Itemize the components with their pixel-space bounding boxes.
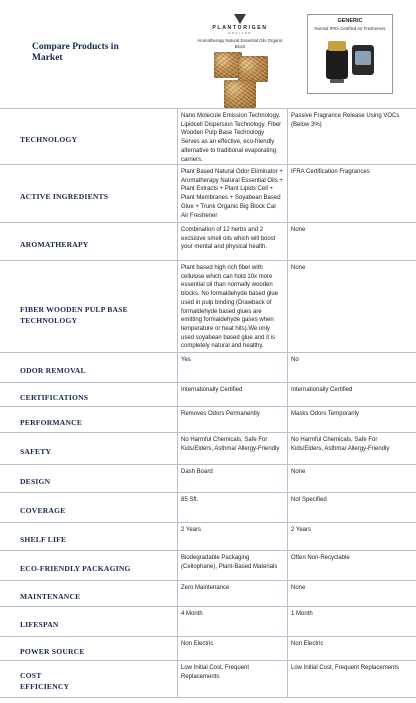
feature-label: ODOR REMOVAL <box>20 365 86 375</box>
plantorigen-value: Dash Board <box>181 469 213 475</box>
table-row <box>0 222 416 261</box>
plantorigen-value: Yes <box>181 357 191 363</box>
column-divider <box>177 581 178 607</box>
feature-label: AROMATHERAPY <box>20 239 89 249</box>
column-divider <box>177 523 178 551</box>
feature-label: COST EFFICIENCY <box>20 671 70 691</box>
table-row <box>0 108 416 165</box>
generic-value: Non Electric <box>291 641 324 647</box>
generic-value: Passive Fragrance Release Using VOCs (Below 3%) <box>291 113 400 128</box>
generic-value: Often Non-Recyclable <box>291 555 350 561</box>
column-divider <box>287 523 288 551</box>
column-divider <box>287 493 288 523</box>
column-divider <box>177 433 178 465</box>
table-row <box>0 260 416 353</box>
feature-label: SHELF LIFE <box>20 534 67 544</box>
column-divider <box>287 353 288 383</box>
feature-label: SAFETY <box>20 446 52 456</box>
column-divider <box>177 261 178 353</box>
column-divider <box>177 383 178 407</box>
page-title: Compare Products in Market <box>32 42 119 63</box>
column-divider <box>287 109 288 165</box>
generic-value: No Harmful Chemicals, Safe For Kids/Elders, Asthma/ Allergy-Friendly <box>291 437 390 452</box>
feature-label: POWER SOURCE <box>20 646 85 656</box>
column-divider <box>287 551 288 581</box>
plantorigen-value: 2 Years <box>181 527 202 533</box>
generic-value: Low Initial Cost, Frequent Replacements <box>291 665 400 671</box>
generic-product-card <box>307 14 393 94</box>
table-row <box>0 352 416 383</box>
plantorigen-value: Combination of 12 herbs and 2 exclusive smell oils which will boost your mental and physical health. <box>181 227 276 251</box>
table-row <box>0 636 416 661</box>
column-divider <box>177 407 178 433</box>
plantorigen-value: Biodegradable Packaging (Cellophane), Plant-Based Materials <box>181 555 278 570</box>
plantorigen-value: Removes Odors Permanently <box>181 411 260 417</box>
generic-value: None <box>291 585 306 591</box>
feature-label: TECHNOLOGY <box>20 134 78 144</box>
plantorigen-value: Nano Molecule Emission Technology. Lipidcell Dispersion Technology. Fiber Wooden Pulp Base Technology Serves as an effective, eco-friendly alternative to traditional evaporating carriers. <box>181 113 282 163</box>
plantorigen-value: Plant based high rich fiber with cellulose which can hold 10x more essential oil than normally wooden blocks. No formaldehyde based glue used in pulp binding (Drawback of formaldehyde based glues are emitting formaldehyde gases when temperature or heat hits).We only used soyabean based glue and it is completely natural and healthy. <box>181 265 279 350</box>
feature-label: FIBER WOODEN PULP BASE TECHNOLOGY <box>20 304 128 325</box>
car-air-freshener-image <box>320 35 380 91</box>
feature-label: LIFESPAN <box>20 619 59 629</box>
brand-name: PLANTORIGEN <box>212 25 268 31</box>
product-b-header <box>306 14 394 94</box>
table-row <box>0 432 416 465</box>
column-divider <box>177 551 178 581</box>
coir-cube <box>224 80 256 108</box>
generic-value: None <box>291 227 306 233</box>
generic-value: None <box>291 469 306 475</box>
table-row <box>0 606 416 637</box>
feature-label: MAINTENANCE <box>20 591 81 601</box>
column-divider <box>177 223 178 261</box>
coir-cube <box>238 56 268 82</box>
generic-value: Masks Odors Temporarily <box>291 411 359 417</box>
column-divider <box>287 223 288 261</box>
table-row <box>0 522 416 551</box>
product-b-description: Normal IFRA Certified Air Fresheners <box>314 26 386 31</box>
column-divider <box>177 637 178 661</box>
plantorigen-value: Low Initial Cost, Frequent Replacements <box>181 665 250 680</box>
column-divider <box>177 465 178 493</box>
feature-label: DESIGN <box>20 476 51 486</box>
product-a-description: Aromatherapy Natural Essential Oils Organic Block <box>197 38 283 49</box>
brand-logo <box>196 14 284 35</box>
feature-label: COVERAGE <box>20 505 66 515</box>
feature-label: ECO-FRIENDLY PACKAGING <box>20 563 131 573</box>
plantorigen-value: Internationally Certified <box>181 387 243 393</box>
plantorigen-value: 4 Month <box>181 611 203 617</box>
feature-label: PERFORMANCE <box>20 417 83 427</box>
feature-label: CERTIFICATIONS <box>20 392 89 402</box>
table-row <box>0 382 416 407</box>
freshener-body <box>326 49 348 79</box>
column-divider <box>287 433 288 465</box>
generic-value: IFRA Certification Fragrances <box>291 169 370 175</box>
plantorigen-value: No Harmful Chemicals, Safe For Kids/Elders, Asthma/ Allergy-Friendly <box>181 437 280 452</box>
table-row <box>0 660 416 698</box>
generic-value: 2 Years <box>291 527 312 533</box>
table-row <box>0 464 416 493</box>
plantorigen-value: Zero Maintenance <box>181 585 230 591</box>
column-divider <box>287 637 288 661</box>
column-divider <box>287 465 288 493</box>
column-divider <box>287 261 288 353</box>
generic-label: GENERIC <box>337 18 363 24</box>
table-row <box>0 492 416 523</box>
column-divider <box>287 165 288 223</box>
table-row <box>0 550 416 581</box>
plantorigen-value: Non Electric <box>181 641 214 647</box>
table-row <box>0 580 416 607</box>
column-divider <box>177 165 178 223</box>
column-divider <box>287 661 288 697</box>
column-divider <box>287 607 288 637</box>
freshener-clip <box>330 79 344 83</box>
brand-subtitle: ENGLAND <box>228 31 252 35</box>
column-divider <box>287 407 288 433</box>
generic-value: None <box>291 265 306 271</box>
freshener-cap <box>328 41 346 51</box>
generic-value: 1 Month <box>291 611 313 617</box>
coir-cube-blocks-image <box>210 52 270 110</box>
column-divider <box>177 493 178 523</box>
feature-label: ACTIVE INGREDIENTS <box>20 191 109 201</box>
brand-mark-icon <box>234 14 246 24</box>
column-divider <box>287 581 288 607</box>
column-divider <box>287 383 288 407</box>
table-row <box>0 164 416 223</box>
plantorigen-value: Plant Based Natural Odor Eliminator + Aromatherapy Natural Essential Oils + Plant Extracts + Plant Lipids Cell + Plant Membranes + Soyabean Based Glue + Trunk Organic Big Block Car Air Freshener <box>181 169 283 219</box>
generic-value: Internationally Certified <box>291 387 353 393</box>
column-divider <box>177 353 178 383</box>
generic-value: Not Specified <box>291 497 327 503</box>
column-divider <box>177 661 178 697</box>
product-a-header <box>196 14 284 110</box>
column-divider <box>177 607 178 637</box>
freshener-window <box>355 51 371 65</box>
table-row <box>0 406 416 433</box>
generic-value: No <box>291 357 299 363</box>
column-divider <box>177 109 178 165</box>
plantorigen-value: 85 Sft. <box>181 497 199 503</box>
